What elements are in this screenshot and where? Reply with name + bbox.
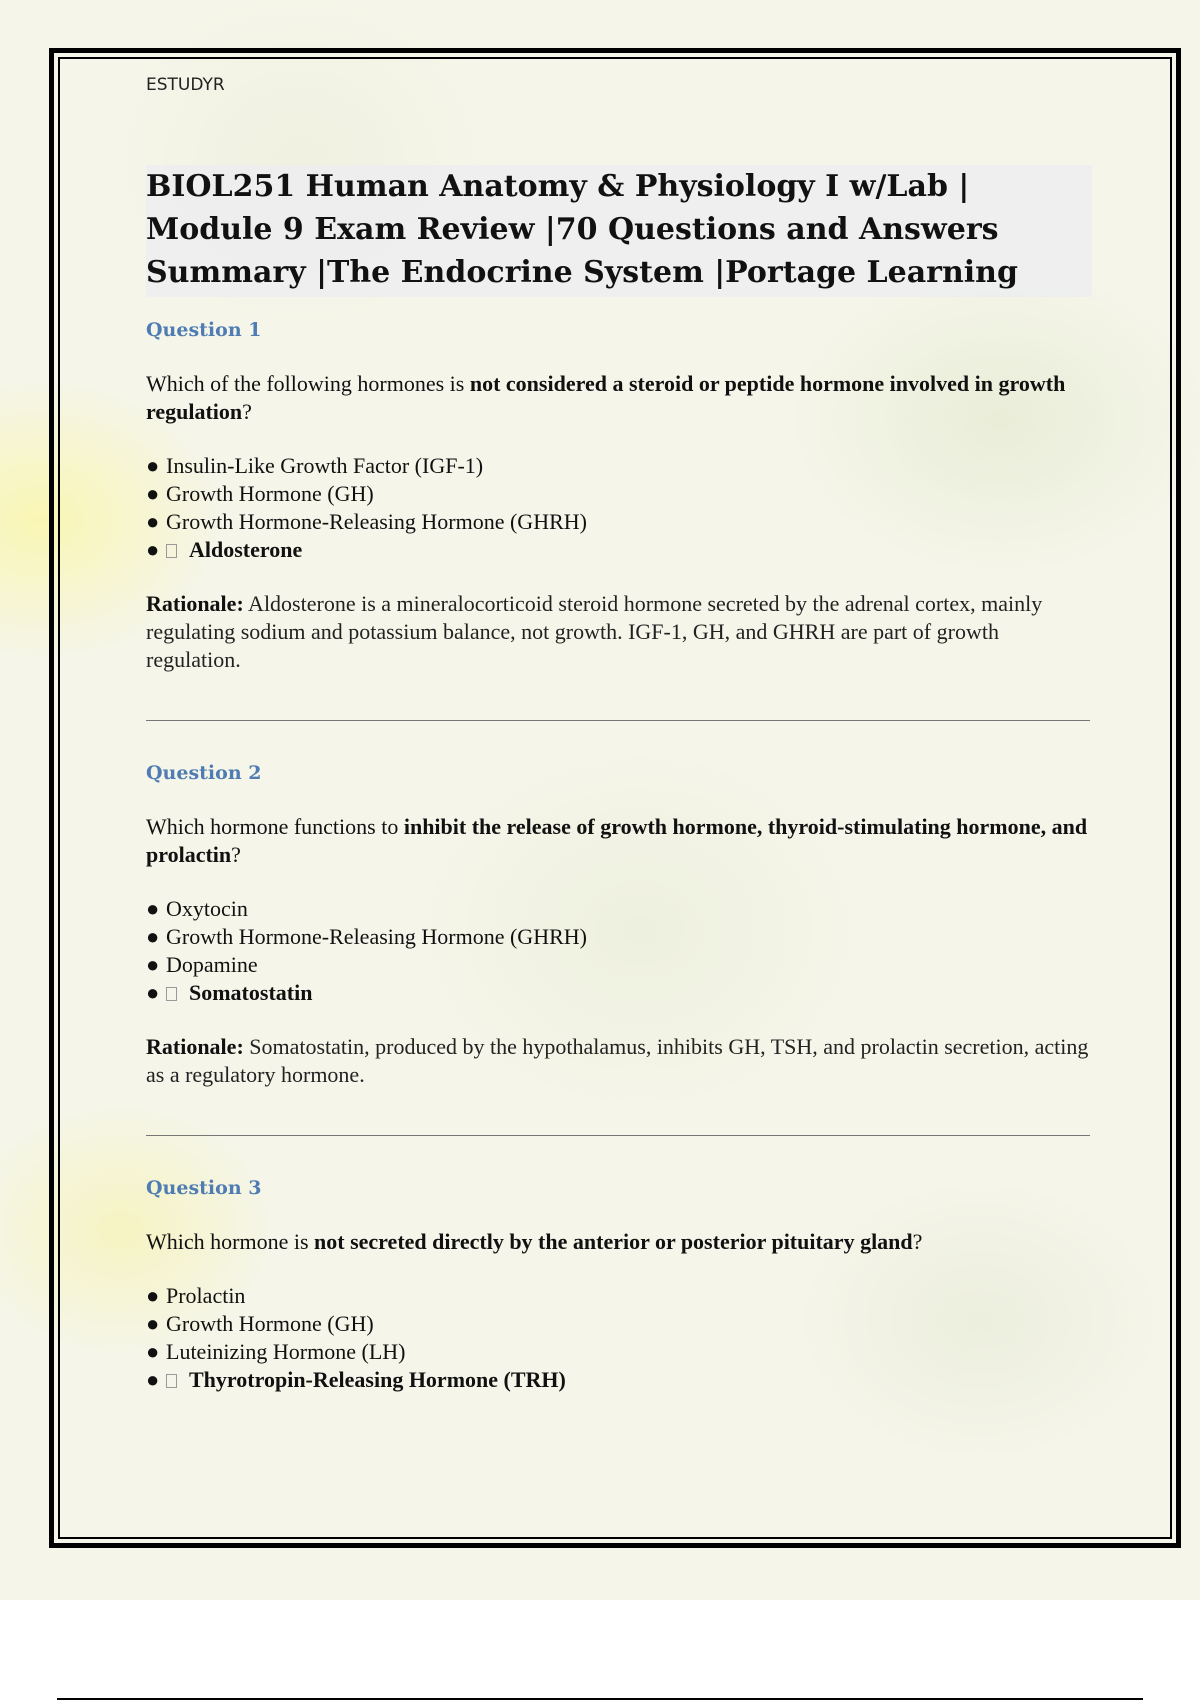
brand-label: ESTUDYR	[146, 75, 225, 95]
rationale-text: Aldosterone is a mineralocorticoid steroid hormone secreted by the adrenal cortex, mainly regulating sodium and potassium balance, not growth. IGF-1, GH, and GHRH are part of growth regulation.	[146, 591, 1043, 672]
option-text: Aldosterone	[189, 537, 303, 562]
checkbox-glyph-icon	[166, 544, 177, 558]
answer-option	[146, 1310, 1092, 1338]
option-text: Oxytocin	[166, 896, 248, 921]
answer-option	[146, 508, 1092, 536]
bullet-icon: ●	[146, 1283, 160, 1308]
answer-option-correct	[146, 1366, 1092, 1394]
rationale	[146, 590, 1092, 674]
answer-option-correct	[146, 536, 1092, 564]
bullet-icon: ●	[146, 952, 160, 977]
question-list	[146, 318, 1092, 1420]
question-prompt	[146, 370, 1092, 426]
prompt-text: Which of the following hormones is	[146, 371, 470, 396]
bullet-icon: ●	[146, 509, 160, 534]
rationale-text: Somatostatin, produced by the hypothalamus, inhibits GH, TSH, and prolactin secretion, acting as a regulatory hormone.	[146, 1034, 1089, 1087]
answer-option	[146, 1282, 1092, 1310]
question-label: Question 2	[146, 762, 262, 784]
prompt-end: ?	[231, 842, 241, 867]
answer-option-correct	[146, 979, 1092, 1007]
question-block	[146, 1176, 1092, 1394]
answer-option	[146, 951, 1092, 979]
option-text: Prolactin	[166, 1283, 246, 1308]
prompt-emphasis: not considered a steroid or peptide hormone involved in growth regulation	[146, 371, 1066, 424]
bullet-icon: ●	[146, 453, 160, 478]
answer-option	[146, 480, 1092, 508]
bullet-icon: ●	[146, 537, 160, 562]
prompt-end: ?	[912, 1229, 923, 1254]
option-text: Growth Hormone (GH)	[166, 1311, 374, 1336]
answer-option	[146, 923, 1092, 951]
prompt-text: Which hormone is	[146, 1229, 315, 1254]
question-block	[146, 318, 1092, 674]
option-text: Growth Hormone-Releasing Hormone (GHRH)	[166, 924, 587, 949]
answer-options	[146, 452, 1092, 564]
question-label: Question 1	[146, 319, 262, 341]
question-prompt	[146, 1228, 1092, 1256]
answer-option	[146, 895, 1092, 923]
checkbox-glyph-icon	[166, 987, 177, 1001]
answer-option	[146, 1338, 1092, 1366]
prompt-end: ?	[242, 399, 252, 424]
rationale-label: Rationale:	[146, 1034, 244, 1059]
bullet-icon: ●	[146, 1367, 160, 1392]
bullet-icon: ●	[146, 924, 160, 949]
bullet-icon: ●	[146, 896, 160, 921]
section-divider	[146, 720, 1090, 721]
option-text: Somatostatin	[189, 980, 313, 1005]
bullet-icon: ●	[146, 980, 160, 1005]
question-label: Question 3	[146, 1177, 262, 1199]
option-text: Insulin-Like Growth Factor (IGF-1)	[166, 453, 484, 478]
question-block	[146, 761, 1092, 1089]
prompt-emphasis: inhibit the release of growth hormone, thyroid-stimulating hormone, and prolactin	[146, 814, 1088, 867]
answer-option	[146, 452, 1092, 480]
answer-options	[146, 1282, 1092, 1394]
checkbox-glyph-icon	[166, 1374, 177, 1388]
option-text: Luteinizing Hormone (LH)	[166, 1339, 406, 1364]
bullet-icon: ●	[146, 481, 160, 506]
question-prompt	[146, 813, 1092, 869]
option-text: Growth Hormone (GH)	[166, 481, 374, 506]
bullet-icon: ●	[146, 1311, 160, 1336]
bullet-icon: ●	[146, 1339, 160, 1364]
option-text: Dopamine	[166, 952, 258, 977]
prompt-emphasis: not secreted directly by the anterior or posterior pituitary gland	[314, 1229, 913, 1254]
option-text: Growth Hormone-Releasing Hormone (GHRH)	[166, 509, 587, 534]
prompt-text: Which hormone functions to	[146, 814, 404, 839]
rationale-label: Rationale:	[146, 591, 244, 616]
section-divider	[146, 1135, 1090, 1136]
document-title: BIOL251 Human Anatomy & Physiology I w/Lab | Module 9 Exam Review |70 Questions and Answers Summary |The Endocrine System |Portage Learning	[146, 169, 1018, 290]
rationale	[146, 1033, 1092, 1089]
option-text: Thyrotropin-Releasing Hormone (TRH)	[189, 1367, 566, 1392]
answer-options	[146, 895, 1092, 1007]
